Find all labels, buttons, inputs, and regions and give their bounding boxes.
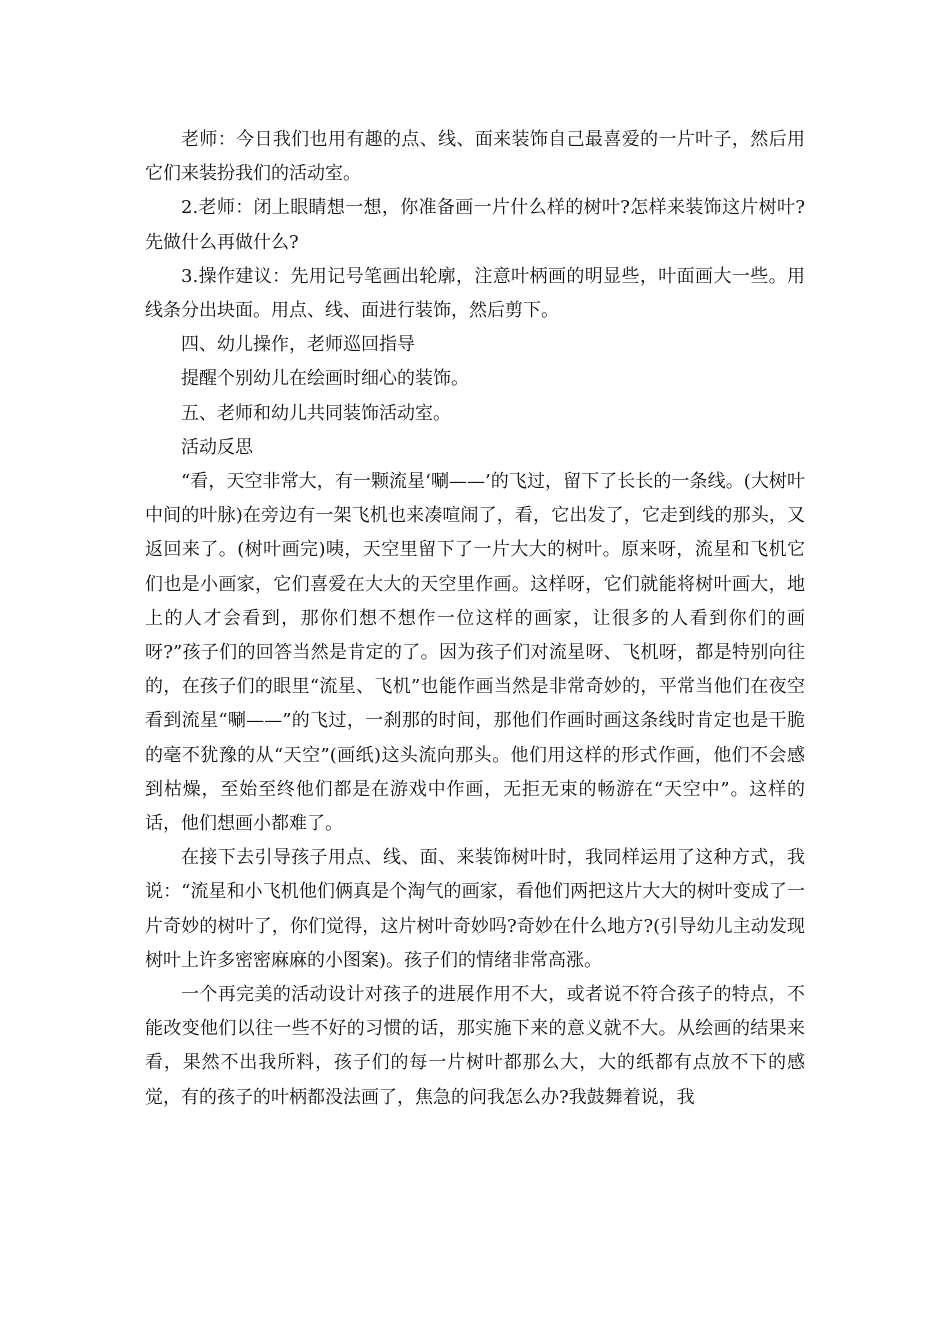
paragraph-step-3: 3.操作建议：先用记号笔画出轮廓，注意叶柄画的明显些，叶面画大一些。用线条分出块面。用点、线、面进行装饰，然后剪下。 xyxy=(145,265,805,322)
section-heading-5: 五、老师和幼儿共同装饰活动室。 xyxy=(181,402,451,424)
paragraph-reflection-1: “看，天空非常大，有一颗流星‘唰——’的飞过，留下了长长的一条线。(大树叶中间的叶脉)在旁边有一架飞机也来凑喧闹了，看，它出发了，它走到线的那头，又返回来了。(树叶画完)咦，天空里留下了一片大大的树叶。原来呀，流星和飞机它们也是小画家，它们喜爱在大大的天空里作画。这样呀，它们就能将树叶画大，地上的人才会看到，那你们想不想作一位这样的画家，让很多的人看到你们的画呀?”孩子们的回答当然是肯定的了。因为孩子们对流星呀、飞机呀，都是特别向往的，在孩子们的眼里“流星、飞机”也能作画当然是非常奇妙的，平常当他们在夜空看到流星“唰——”的飞过，一刹那的时间，那他们作画时画这条线时肯定也是干脆的毫不犹豫的从“天空”(画纸)这头流向那头。他们用这样的形式作画，他们不会感到枯燥，至始至终他们都是在游戏中作画，无拒无束的畅游在“天空中”。这样的话，他们想画小都难了。 xyxy=(145,471,805,835)
document-page xyxy=(145,123,805,1115)
section-heading-reflection: 活动反思 xyxy=(181,436,253,458)
section-heading-4: 四、幼儿操作，老师巡回指导 xyxy=(181,334,415,356)
paragraph-reflection-2: 在接下去引导孩子用点、线、面、来装饰树叶时，我同样运用了这种方式，我说：“流星和小飞机他们俩真是个淘气的画家，看他们两把这片大大的树叶变成了一片奇妙的树叶了，你们觉得，这片树叶奇妙吗?奇妙在什么地方?(引导幼儿主动发现树叶上许多密密麻麻的小图案)。孩子们的情绪非常高涨。 xyxy=(145,847,805,971)
paragraph-reflection-3: 一个再完美的活动设计对孩子的进展作用不大，或者说不符合孩子的特点，不能改变他们以往一些不好的习惯的话，那实施下来的意义就不大。从绘画的结果来看，果然不出我所料，孩子们的每一片树叶都那么大，大的纸都有点放不下的感觉，有的孩子的叶柄都没法画了，焦急的问我怎么办?我鼓舞着说，我 xyxy=(145,984,805,1108)
paragraph-intro: 老师：今日我们也用有趣的点、线、面来装饰自己最喜爱的一片叶子，然后用它们来装扮我们的活动室。 xyxy=(145,129,805,185)
paragraph-step-2: 2.老师：闭上眼睛想一想，你准备画一片什么样的树叶?怎样来装饰这片树叶?先做什么再做什么? xyxy=(145,197,805,253)
paragraph-reminder: 提醒个别幼儿在绘画时细心的装饰。 xyxy=(181,368,469,390)
